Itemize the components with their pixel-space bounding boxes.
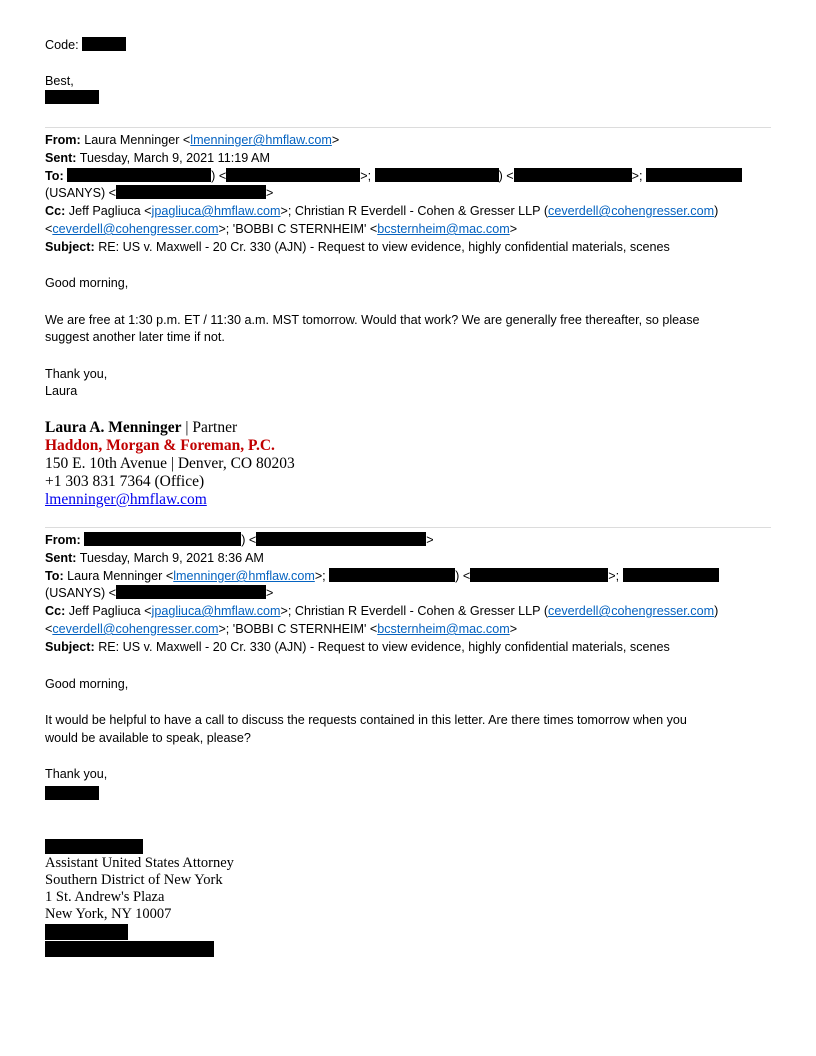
email1-body: We are free at 1:30 p.m. ET / 11:30 a.m. MST tomorrow. Would that work? We are generally free thereafter, so please bbox=[45, 313, 700, 327]
text: RE: US v. Maxwell - 20 Cr. 330 (AJN) - Request to view evidence, highly confidential materials, scenes bbox=[98, 640, 670, 654]
code-line bbox=[45, 36, 126, 54]
redaction bbox=[82, 37, 126, 51]
text: (USANYS) < bbox=[45, 586, 117, 600]
text: ) bbox=[714, 604, 719, 618]
text: ) < bbox=[211, 169, 227, 183]
email-link[interactable]: bcsternheim@mac.com bbox=[377, 622, 510, 636]
email2-from bbox=[45, 531, 434, 549]
text: > bbox=[509, 222, 518, 236]
field-label: Sent: bbox=[45, 151, 77, 165]
text: >; bbox=[608, 569, 623, 583]
field-label: Subject: bbox=[45, 240, 95, 254]
text: > bbox=[331, 133, 340, 147]
code-label: Code: bbox=[45, 38, 79, 52]
sig-firm: Haddon, Morgan & Foreman, P.C. bbox=[45, 437, 275, 454]
signature-redacted bbox=[45, 785, 99, 803]
email-link[interactable]: ceverdell@cohengresser.com bbox=[548, 204, 715, 218]
email1-subject bbox=[45, 238, 670, 256]
redaction bbox=[470, 568, 608, 582]
redaction bbox=[116, 585, 266, 599]
text: > bbox=[266, 586, 274, 600]
email1-body: suggest another later time if not. bbox=[45, 330, 225, 344]
text: >; 'BOBBI C STERNHEIM' < bbox=[218, 622, 378, 636]
text: >; bbox=[360, 169, 375, 183]
sig-address: 1 St. Andrew's Plaza bbox=[45, 889, 165, 905]
text: Laura Menninger < bbox=[84, 133, 191, 147]
email1-to bbox=[45, 167, 742, 185]
sig-address: 150 E. 10th Avenue | Denver, CO 80203 bbox=[45, 455, 295, 472]
divider bbox=[45, 527, 771, 528]
email2-subject bbox=[45, 638, 670, 656]
email1-signoff: Laura bbox=[45, 384, 78, 398]
text: Jeff Pagliuca < bbox=[68, 604, 152, 618]
sig-email bbox=[45, 491, 207, 509]
redaction bbox=[116, 185, 266, 199]
text: < bbox=[45, 222, 53, 236]
text: < bbox=[45, 622, 53, 636]
email1-from bbox=[45, 131, 339, 149]
field-label: Laura A. Menninger bbox=[45, 419, 182, 436]
sig-phone: +1 303 831 7364 (Office) bbox=[45, 473, 205, 490]
email2-body: would be available to speak, please? bbox=[45, 731, 251, 745]
email2-to-cont bbox=[45, 584, 273, 602]
text: Laura Menninger < bbox=[67, 569, 174, 583]
text: ) < bbox=[241, 533, 257, 547]
email2-to bbox=[45, 567, 719, 585]
email2-cc-cont bbox=[45, 620, 517, 638]
field-label: Subject: bbox=[45, 640, 95, 654]
text: Jeff Pagliuca < bbox=[68, 204, 152, 218]
email1-greeting: Good morning, bbox=[45, 276, 129, 290]
email-link[interactable]: jpagliuca@hmflaw.com bbox=[151, 604, 281, 618]
email-link[interactable]: ceverdell@cohengresser.com bbox=[52, 222, 219, 236]
redaction bbox=[45, 941, 214, 957]
redaction bbox=[226, 168, 360, 182]
text: ) < bbox=[455, 569, 471, 583]
text: >; Christian R Everdell - Cohen & Gresser LLP ( bbox=[280, 604, 549, 618]
email1-thanks: Thank you, bbox=[45, 367, 108, 381]
sig-address: New York, NY 10007 bbox=[45, 906, 172, 922]
text: > bbox=[266, 186, 274, 200]
text: Tuesday, March 9, 2021 8:36 AM bbox=[79, 551, 264, 565]
signature-redacted bbox=[45, 89, 99, 107]
redaction bbox=[45, 90, 99, 104]
text: ) bbox=[714, 204, 719, 218]
field-label: Cc: bbox=[45, 604, 66, 618]
email2-sent bbox=[45, 549, 264, 567]
email-link[interactable]: bcsternheim@mac.com bbox=[377, 222, 510, 236]
redaction bbox=[45, 924, 128, 940]
text: Tuesday, March 9, 2021 11:19 AM bbox=[79, 151, 270, 165]
field-label: To: bbox=[45, 169, 64, 183]
text: > bbox=[426, 533, 434, 547]
sig-email-redacted bbox=[45, 941, 214, 960]
redaction bbox=[45, 786, 99, 800]
email-link[interactable]: ceverdell@cohengresser.com bbox=[548, 604, 715, 618]
email1-to-cont bbox=[45, 184, 273, 202]
closing: Best, bbox=[45, 74, 74, 88]
email-link[interactable]: ceverdell@cohengresser.com bbox=[52, 622, 219, 636]
redaction bbox=[329, 568, 455, 582]
field-label: From: bbox=[45, 133, 81, 147]
email-link[interactable]: lmenninger@hmflaw.com bbox=[190, 133, 332, 147]
email1-sent bbox=[45, 149, 270, 167]
text: >; bbox=[631, 169, 646, 183]
redaction bbox=[375, 168, 499, 182]
sig-title: Assistant United States Attorney bbox=[45, 855, 234, 871]
sig-name bbox=[45, 419, 237, 437]
redaction bbox=[84, 532, 241, 546]
email-link[interactable]: lmenninger@hmflaw.com bbox=[173, 569, 315, 583]
email-link[interactable]: lmenninger@hmflaw.com bbox=[45, 491, 207, 508]
redaction bbox=[45, 839, 143, 854]
text: (USANYS) < bbox=[45, 186, 117, 200]
text: ) < bbox=[498, 169, 514, 183]
text: >; bbox=[314, 569, 330, 583]
sig-office: Southern District of New York bbox=[45, 872, 223, 888]
text: >; 'BOBBI C STERNHEIM' < bbox=[218, 222, 378, 236]
email2-cc bbox=[45, 602, 718, 620]
text: | Partner bbox=[181, 419, 238, 436]
email2-greeting: Good morning, bbox=[45, 677, 129, 691]
redaction bbox=[623, 568, 719, 582]
text: RE: US v. Maxwell - 20 Cr. 330 (AJN) - Request to view evidence, highly confidential materials, scenes bbox=[98, 240, 670, 254]
text: >; Christian R Everdell - Cohen & Gresser LLP ( bbox=[280, 204, 549, 218]
redaction bbox=[514, 168, 632, 182]
redaction bbox=[67, 168, 211, 182]
text: > bbox=[509, 622, 518, 636]
email2-thanks: Thank you, bbox=[45, 767, 108, 781]
email2-body: It would be helpful to have a call to discuss the requests contained in this letter. Are there times tomorrow when you bbox=[45, 713, 687, 727]
field-label: Sent: bbox=[45, 551, 77, 565]
redaction bbox=[256, 532, 426, 546]
email1-cc bbox=[45, 202, 718, 220]
field-label: From: bbox=[45, 533, 81, 547]
divider bbox=[45, 127, 771, 128]
field-label: To: bbox=[45, 569, 64, 583]
email-link[interactable]: jpagliuca@hmflaw.com bbox=[151, 204, 281, 218]
field-label: Cc: bbox=[45, 204, 66, 218]
email1-cc-cont bbox=[45, 220, 517, 238]
redaction bbox=[646, 168, 742, 182]
